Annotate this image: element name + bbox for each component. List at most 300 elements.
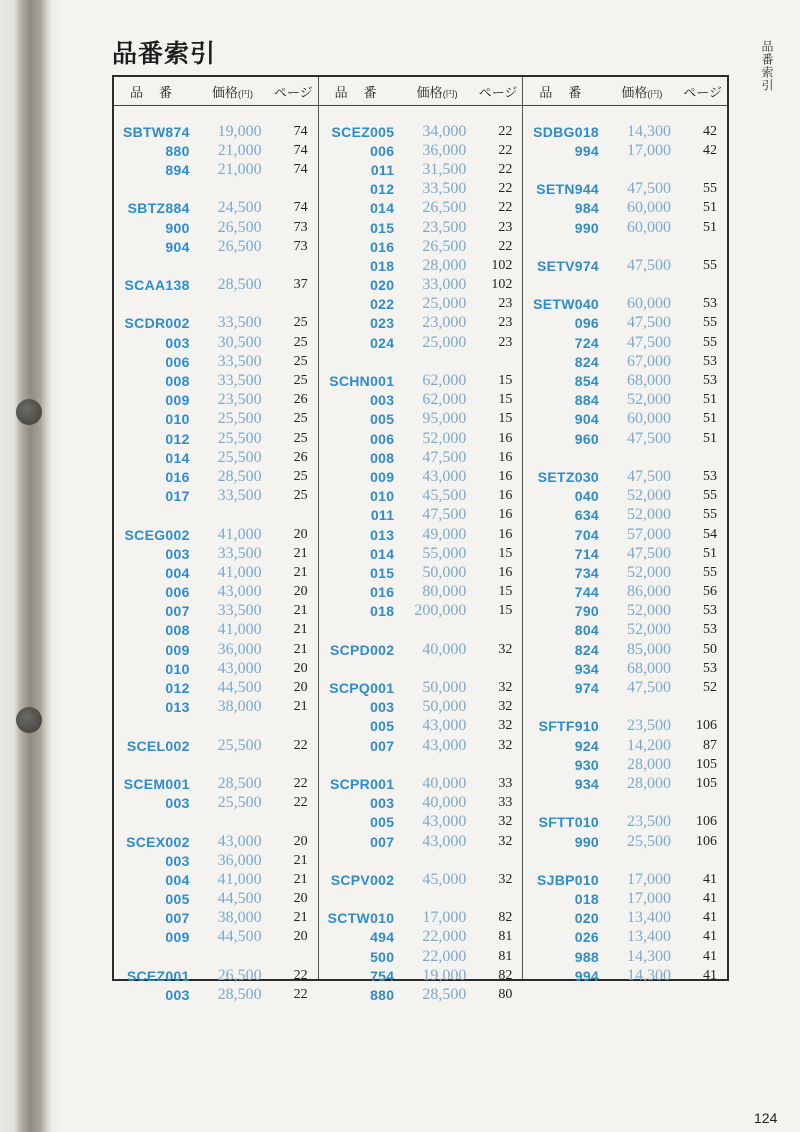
part-number: 934 (574, 660, 600, 677)
price: 52,000 (627, 391, 672, 409)
price: 33,500 (217, 487, 262, 505)
page-ref: 16 (498, 488, 513, 504)
part-number: 009 (165, 392, 190, 409)
price: 52,000 (627, 602, 672, 620)
part-number: 004 (165, 871, 190, 888)
price: 19,000 (422, 966, 467, 984)
page-ref: 51 (703, 430, 718, 446)
part-number: 634 (574, 507, 600, 524)
part-number-index-table (112, 75, 729, 1004)
table-row (523, 180, 727, 199)
part-number: 003 (165, 852, 190, 869)
price: 47,500 (627, 333, 672, 351)
page-ref: 74 (293, 200, 308, 216)
table-row (114, 218, 318, 237)
price: 28,500 (217, 986, 262, 1004)
table-row (319, 371, 523, 390)
table-row (114, 352, 318, 371)
part-number: 734 (574, 564, 600, 581)
page-ref: 106 (696, 718, 718, 734)
part-number: 494 (370, 929, 395, 946)
page-ref: 25 (293, 468, 308, 484)
row-spacer (523, 851, 727, 870)
punch-hole-bottom (16, 707, 42, 733)
price: 17,000 (627, 890, 672, 908)
part-number: 904 (574, 411, 600, 428)
table-row (114, 333, 318, 352)
page-ref: 106 (696, 814, 718, 830)
part-number: 010 (370, 488, 395, 505)
index-column-1 (114, 77, 318, 1004)
part-number: 960 (574, 430, 600, 447)
price: 33,500 (422, 180, 467, 198)
part-number: 022 (370, 296, 395, 313)
table-row (523, 506, 727, 525)
price: 43,000 (422, 832, 467, 850)
table-row (114, 237, 318, 256)
table-row (523, 890, 727, 909)
part-number: 804 (574, 622, 600, 639)
part-number: 930 (574, 756, 600, 773)
part-number: 018 (370, 257, 395, 274)
page-ref: 106 (696, 833, 718, 849)
price: 26,500 (217, 218, 262, 236)
table-row (114, 525, 318, 544)
page-ref: 51 (703, 411, 718, 427)
part-number: 880 (165, 142, 190, 159)
part-number: 007 (165, 603, 190, 620)
price: 34,000 (422, 122, 467, 140)
part-number: SCPD002 (329, 641, 395, 658)
part-number: 006 (370, 430, 395, 447)
price: 13,400 (627, 928, 672, 946)
row-spacer (319, 621, 523, 640)
part-number: 017 (165, 488, 190, 505)
table-row (319, 199, 523, 218)
price: 47,500 (627, 256, 672, 274)
page-ref: 74 (293, 142, 308, 158)
part-number: 016 (165, 468, 190, 485)
page-ref: 21 (293, 545, 308, 561)
part-number: 003 (165, 795, 190, 812)
part-number: SCDR002 (124, 315, 190, 332)
part-number: 004 (165, 564, 190, 581)
page-ref: 20 (293, 660, 308, 676)
price: 38,000 (217, 909, 262, 927)
page-ref: 15 (498, 584, 513, 600)
header-price: 価格(円) (212, 84, 254, 100)
row-spacer (523, 237, 727, 256)
price: 47,500 (422, 506, 467, 524)
table-row (523, 525, 727, 544)
part-number: 744 (574, 584, 600, 601)
page-ref: 23 (498, 219, 513, 235)
part-number: SFTF910 (538, 718, 600, 735)
price: 28,500 (217, 276, 262, 294)
price: 62,000 (422, 391, 467, 409)
page-ref: 53 (703, 353, 718, 369)
table-row (523, 640, 727, 659)
page-ref: 54 (703, 526, 718, 542)
page-ref: 32 (498, 871, 513, 887)
price: 22,000 (422, 928, 467, 946)
page-ref: 20 (293, 526, 308, 542)
price: 23,500 (422, 218, 467, 236)
price: 41,000 (217, 621, 262, 639)
price: 14,200 (627, 736, 672, 754)
price: 23,500 (217, 391, 262, 409)
table-row (319, 909, 523, 928)
part-number: 704 (574, 526, 600, 543)
price: 14,300 (627, 122, 672, 140)
part-number: 009 (165, 929, 190, 946)
page-number: 124 (754, 1110, 778, 1126)
page-ref: 25 (293, 334, 308, 350)
row-spacer (114, 755, 318, 774)
table-row (114, 448, 318, 467)
table-row (523, 487, 727, 506)
page-ref: 22 (293, 737, 308, 753)
page-ref: 53 (703, 296, 718, 312)
price: 44,500 (217, 890, 262, 908)
table-row (114, 276, 318, 295)
page-ref: 32 (498, 641, 513, 657)
part-number: 014 (370, 200, 395, 217)
part-number: 003 (165, 987, 190, 1004)
table-row (114, 544, 318, 563)
part-number: 984 (574, 200, 600, 217)
page-ref: 33 (498, 795, 513, 811)
price: 47,500 (422, 448, 467, 466)
page-ref: 102 (491, 277, 513, 293)
table-row (114, 583, 318, 602)
price: 26,500 (217, 966, 262, 984)
price: 68,000 (627, 372, 672, 390)
table-row (523, 410, 727, 429)
price: 33,500 (217, 352, 262, 370)
table-row (319, 794, 523, 813)
part-number: 824 (574, 641, 600, 658)
table-row (319, 122, 523, 141)
page-ref: 16 (498, 430, 513, 446)
page-ref: 53 (703, 468, 718, 484)
price: 24,500 (217, 199, 262, 217)
table-row (319, 160, 523, 179)
table-row (319, 602, 523, 621)
column-header (319, 77, 523, 106)
price: 50,000 (422, 698, 467, 716)
part-number: 012 (165, 430, 190, 447)
part-number: 824 (574, 353, 600, 370)
table-row (319, 928, 523, 947)
price: 52,000 (627, 487, 672, 505)
table-row (319, 314, 523, 333)
row-spacer (319, 755, 523, 774)
price: 60,000 (627, 199, 672, 217)
part-number: 003 (370, 795, 395, 812)
page-ref: 25 (293, 488, 308, 504)
table-row (319, 487, 523, 506)
price: 36,000 (217, 640, 262, 658)
part-number: 790 (574, 603, 600, 620)
price: 25,500 (217, 448, 262, 466)
table-row (319, 391, 523, 410)
price: 26,500 (422, 237, 467, 255)
price: 45,000 (422, 870, 467, 888)
table-row (523, 333, 727, 352)
table-row (114, 736, 318, 755)
table-row (114, 870, 318, 889)
price: 33,500 (217, 372, 262, 390)
page-ref: 81 (498, 929, 513, 945)
price: 67,000 (627, 352, 672, 370)
price: 30,500 (217, 333, 262, 351)
table-row (319, 678, 523, 697)
price: 43,000 (217, 832, 262, 850)
part-number: 003 (165, 334, 190, 351)
price: 60,000 (627, 218, 672, 236)
table-row (114, 928, 318, 947)
row-spacer (319, 352, 523, 371)
price: 60,000 (627, 410, 672, 428)
page-ref: 25 (293, 430, 308, 446)
table-row (523, 583, 727, 602)
page-ref: 105 (696, 775, 718, 791)
part-number: 015 (370, 219, 395, 236)
table-row (523, 141, 727, 160)
price: 43,000 (217, 583, 262, 601)
page-ref: 25 (293, 411, 308, 427)
price: 25,500 (217, 429, 262, 447)
part-number: SCPV002 (330, 871, 395, 888)
part-number: 006 (370, 142, 395, 159)
page-ref: 55 (703, 315, 718, 331)
page-ref: 21 (293, 564, 308, 580)
part-number: 011 (370, 507, 395, 524)
table-row (319, 429, 523, 448)
page-ref: 21 (293, 852, 308, 868)
page-ref: 80 (498, 987, 513, 1003)
price: 21,000 (217, 160, 262, 178)
table-row (114, 678, 318, 697)
price: 25,000 (422, 333, 467, 351)
part-number: 884 (574, 392, 600, 409)
price: 57,000 (627, 525, 672, 543)
price: 28,500 (217, 467, 262, 485)
price: 26,500 (422, 199, 467, 217)
part-number: 014 (370, 545, 395, 562)
row-spacer (114, 256, 318, 275)
price: 19,000 (217, 122, 262, 140)
page-ref: 21 (293, 622, 308, 638)
price: 44,500 (217, 679, 262, 697)
header-page: ページ (273, 84, 313, 100)
table-row (319, 870, 523, 889)
price: 55,000 (422, 544, 467, 562)
table-row (319, 295, 523, 314)
page-ref: 102 (491, 257, 513, 273)
header-price: 価格(円) (621, 84, 663, 100)
table-row (319, 218, 523, 237)
part-number: SJBP010 (536, 871, 600, 888)
part-number: 007 (370, 737, 395, 754)
table-row (523, 563, 727, 582)
table-row (523, 659, 727, 678)
row-spacer (523, 276, 727, 295)
table-row (114, 966, 318, 985)
page-ref: 20 (293, 833, 308, 849)
price: 25,500 (627, 832, 672, 850)
table-row (114, 487, 318, 506)
part-number: 018 (370, 603, 395, 620)
price: 85,000 (627, 640, 672, 658)
table-row (523, 122, 727, 141)
price: 68,000 (627, 659, 672, 677)
page-ref: 32 (498, 814, 513, 830)
page-ref: 41 (703, 948, 718, 964)
part-number: 854 (574, 373, 600, 390)
price: 14,300 (627, 947, 672, 965)
header-price: 価格(円) (416, 84, 458, 100)
part-number: SCEX002 (126, 833, 190, 850)
table-row (319, 966, 523, 985)
price: 47,500 (627, 679, 672, 697)
table-row (319, 333, 523, 352)
page-ref: 21 (293, 910, 308, 926)
price: 33,500 (217, 314, 262, 332)
table-row (523, 755, 727, 774)
price: 41,000 (217, 870, 262, 888)
table-row (319, 832, 523, 851)
page-ref: 82 (498, 967, 513, 983)
part-number: 714 (574, 545, 600, 562)
row-spacer (114, 180, 318, 199)
page-ref: 32 (498, 833, 513, 849)
part-number: 013 (370, 526, 395, 543)
table-row (114, 371, 318, 390)
table-row (114, 563, 318, 582)
page-ref: 22 (498, 123, 513, 139)
part-number: 934 (574, 775, 600, 792)
table-row (114, 774, 318, 793)
part-number: 008 (370, 449, 395, 466)
part-number: 994 (574, 967, 600, 984)
page-ref: 41 (703, 929, 718, 945)
price: 22,000 (422, 947, 467, 965)
part-number: SCEZ001 (126, 967, 190, 984)
price: 43,000 (422, 813, 467, 831)
page-ref: 32 (498, 680, 513, 696)
part-number: 015 (370, 564, 395, 581)
price: 28,500 (422, 986, 467, 1004)
price: 41,000 (217, 525, 262, 543)
price: 26,500 (217, 237, 262, 255)
price: 40,000 (422, 794, 467, 812)
part-number: 020 (370, 277, 395, 294)
binder-spine (0, 0, 60, 1132)
index-rows (319, 106, 523, 1005)
table-row (319, 276, 523, 295)
page-ref: 53 (703, 660, 718, 676)
header-page: ページ (478, 84, 518, 100)
page-ref: 55 (703, 257, 718, 273)
price: 21,000 (217, 141, 262, 159)
side-index-tab: 品番索引 (760, 40, 774, 92)
table-row (319, 640, 523, 659)
table-row (523, 736, 727, 755)
table-row (319, 410, 523, 429)
page-ref: 74 (293, 123, 308, 139)
part-number: SBTW874 (122, 123, 190, 140)
table-row (523, 391, 727, 410)
price: 17,000 (627, 870, 672, 888)
table-row (319, 506, 523, 525)
page-ref: 52 (703, 680, 718, 696)
page-ref: 41 (703, 871, 718, 887)
part-number: 924 (574, 737, 600, 754)
index-rows (114, 106, 318, 1005)
part-number: SFTT010 (538, 814, 600, 831)
price: 36,000 (422, 141, 467, 159)
page-ref: 21 (293, 871, 308, 887)
page-ref: 87 (703, 737, 718, 753)
part-number: 900 (165, 219, 190, 236)
row-spacer (114, 813, 318, 832)
table-row (114, 122, 318, 141)
page-ref: 105 (696, 756, 718, 772)
table-row (523, 295, 727, 314)
page-ref: 20 (293, 891, 308, 907)
part-number: SCHN001 (329, 373, 395, 390)
part-number: 013 (165, 699, 190, 716)
price: 49,000 (422, 525, 467, 543)
price: 38,000 (217, 698, 262, 716)
page-ref: 22 (498, 181, 513, 197)
table-row (523, 544, 727, 563)
price: 50,000 (422, 679, 467, 697)
price: 23,000 (422, 314, 467, 332)
table-row (523, 717, 727, 736)
page-ref: 22 (498, 142, 513, 158)
page-ref: 25 (293, 373, 308, 389)
table-row (114, 314, 318, 333)
part-number: 024 (370, 334, 395, 351)
part-number: SETW040 (533, 296, 600, 313)
page-ref: 41 (703, 891, 718, 907)
part-number: 005 (370, 814, 395, 831)
price: 17,000 (422, 909, 467, 927)
table-row (114, 851, 318, 870)
page-ref: 16 (498, 507, 513, 523)
table-row (319, 563, 523, 582)
table-row (114, 199, 318, 218)
part-number: 011 (370, 161, 395, 178)
index-column-2 (318, 77, 523, 1004)
page-ref: 81 (498, 948, 513, 964)
table-row (523, 774, 727, 793)
page-ref: 53 (703, 373, 718, 389)
price: 33,500 (217, 544, 262, 562)
header-page: ページ (683, 84, 723, 100)
page-ref: 53 (703, 603, 718, 619)
part-number: 990 (574, 219, 600, 236)
price: 86,000 (627, 583, 672, 601)
header-part-number: 品番 (130, 84, 189, 100)
page-ref: 51 (703, 392, 718, 408)
table-row (114, 794, 318, 813)
price: 40,000 (422, 640, 467, 658)
price: 44,500 (217, 928, 262, 946)
